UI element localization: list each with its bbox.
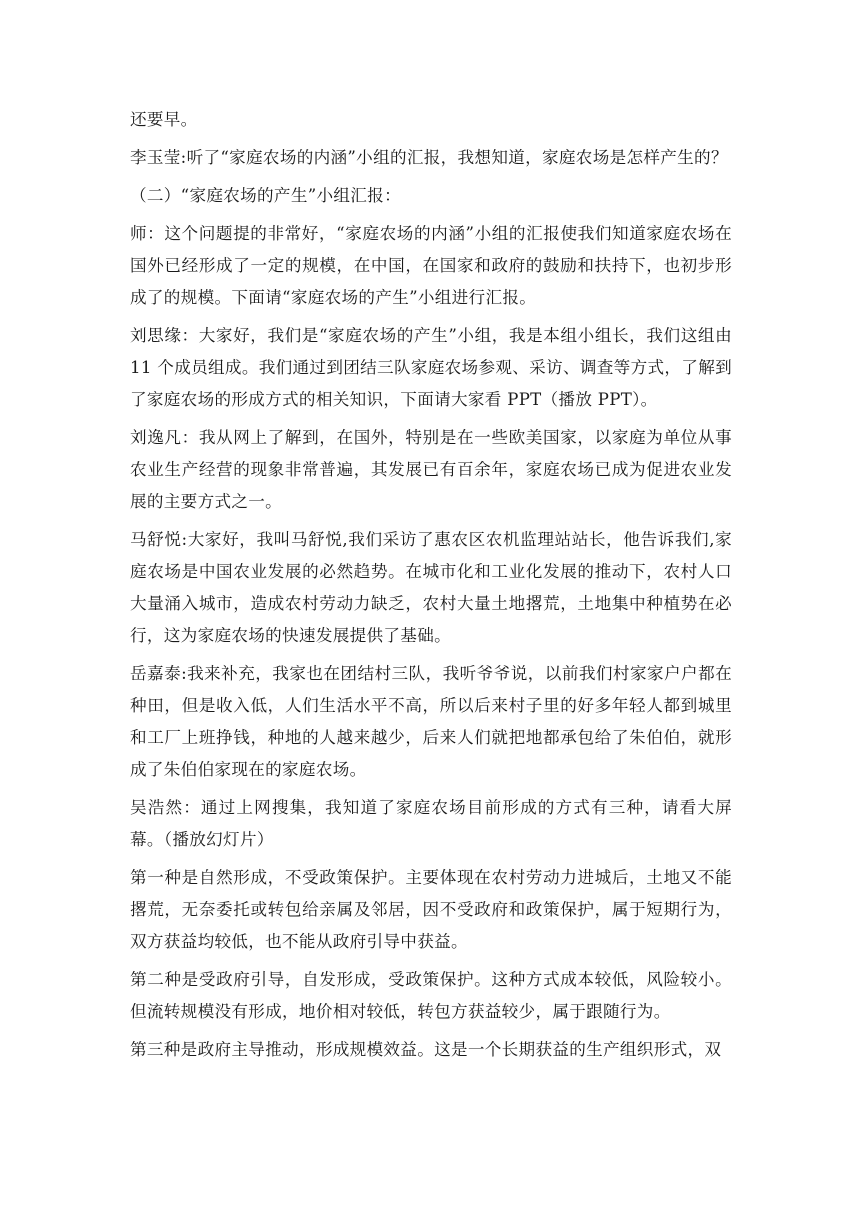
paragraph-yue-jiatai: 岳嘉泰:我来补充，我家也在团结村三队，我听爷爷说，以前我们村家家户户都在种田，但是收入低，人们生活水平不高，所以后来村子里的好多年轻人都到城里和工厂上班挣钱，种地的人越来越少，后来人们就把地都承包给了朱伯伯，就形成了朱伯伯家现在的家庭农场。: [130, 664, 732, 779]
paragraph-teacher: 师：这个问题提的非常好，“家庭农场的内涵”小组的汇报使我们知道家庭农场在国外已经形成了一定的规模，在中国，在国家和政府的鼓励和扶持下，也初步形成了的规模。下面请“家庭农场的产生”小组进行汇报。: [130, 224, 732, 307]
paragraph-wu-haoran: 吴浩然：通过上网搜集，我知道了家庭农场目前形成的方式有三种，请看大屏幕。（播放幻灯片）: [130, 798, 732, 849]
section-heading-origin-report: （二）“家庭农场的产生”小组汇报：: [130, 186, 401, 205]
document-page: [130, 104, 732, 1072]
paragraph-method-one: 第一种是自然形成，不受政策保护。主要体现在农村劳动力进城后，土地又不能撂荒，无奈委托或转包给亲属及邻居，因不受政府和政策保护，属于短期行为，双方获益均较低，也不能从政府引导中获益。: [130, 868, 732, 951]
paragraph-li-yuying: 李玉莹:听了“家庭农场的内涵”小组的汇报，我想知道，家庭农场是怎样产生的？: [130, 148, 728, 167]
paragraph-continuation: 还要早。: [130, 110, 198, 129]
paragraph-liu-yifan: 刘逸凡：我从网上了解到，在国外，特别是在一些欧美国家，以家庭为单位从事农业生产经营的现象非常普遍，其发展已有百余年，家庭农场已成为促进农业发展的主要方式之一。: [130, 428, 732, 511]
paragraph-ma-shuyue: 马舒悦:大家好，我叫马舒悦,我们采访了惠农区农机监理站站长，他告诉我们,家庭农场是中国农业发展的必然趋势。在城市化和工业化发展的推动下，农村人口大量涌入城市，造成农村劳动力缺乏，农村大量土地撂荒，土地集中种植势在必行，这为家庭农场的快速发展提供了基础。: [130, 530, 732, 645]
paragraph-method-three: 第三种是政府主导推动，形成规模效益。这是一个长期获益的生产组织形式，双: [130, 1040, 722, 1059]
paragraph-liu-siyuan: 刘思缘：大家好，我们是“家庭农场的产生”小组，我是本组小组长，我们这组由 11 个成员组成。我们通过到团结三队家庭农场参观、采访、调查等方式，了解到了家庭农场的形成方式的相关知识，下面请大家看 PPT（播放 PPT）。: [130, 326, 732, 409]
paragraph-method-two: 第二种是受政府引导，自发形成，受政策保护。这种方式成本较低，风险较小。但流转规模没有形成，地价相对较低，转包方获益较少，属于跟随行为。: [130, 970, 732, 1021]
